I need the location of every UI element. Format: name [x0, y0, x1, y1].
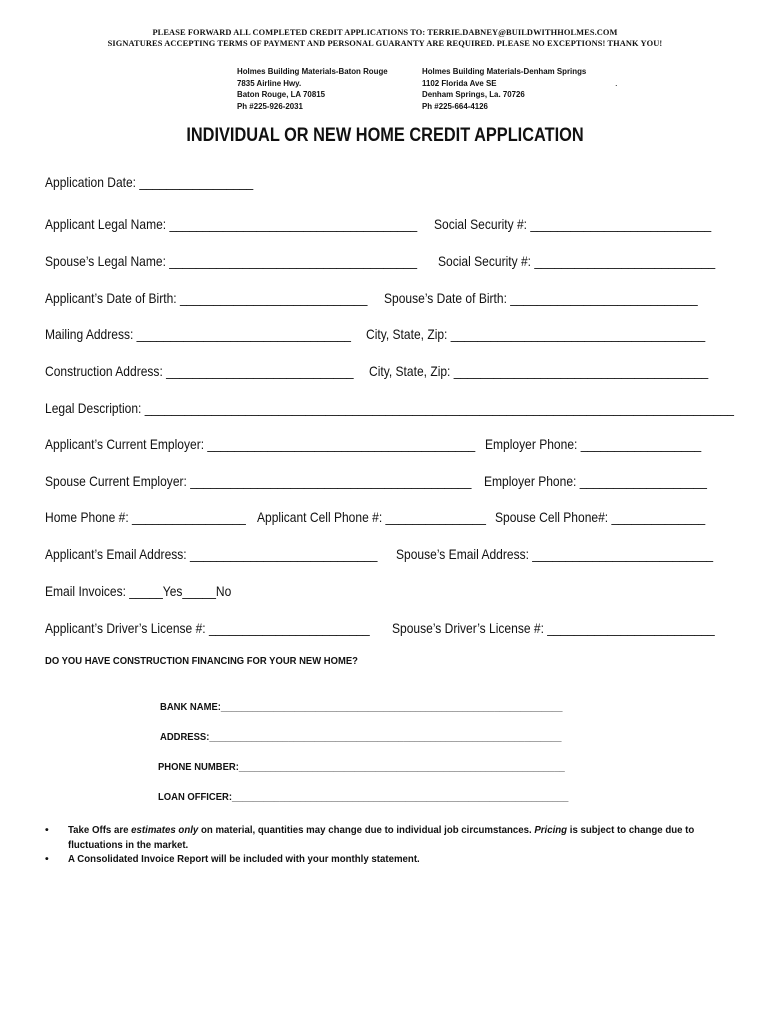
bullet-icon: •: [45, 824, 49, 836]
forward-instructions: PLEASE FORWARD ALL COMPLETED CREDIT APPLICATIONS TO: TERRIE.DABNEY@BUILDWITHHOLMES.COM: [152, 28, 618, 37]
application-date-field[interactable]: Application Date: _________________: [45, 174, 254, 190]
note-emphasis: estimates only: [131, 824, 199, 836]
applicant-drivers-license-field[interactable]: Applicant’s Driver’s License #: ________________________: [45, 620, 370, 636]
applicant-dob-field[interactable]: Applicant’s Date of Birth: ____________________________: [45, 290, 368, 306]
page-title-text: INDIVIDUAL OR NEW HOME CREDIT APPLICATION: [186, 125, 584, 146]
location-phone: Ph #225-664-4126: [422, 100, 488, 111]
bank-address-field[interactable]: ADDRESS:___________________________________________________________________: [160, 731, 562, 743]
spouse-dob-field[interactable]: Spouse’s Date of Birth: ____________________________: [384, 290, 698, 306]
applicant-employer-field[interactable]: Applicant’s Current Employer: ________________________________________: [45, 436, 476, 452]
spouse-cell-phone-field[interactable]: Spouse Cell Phone#: ______________: [495, 509, 706, 525]
mailing-address-field[interactable]: Mailing Address: ________________________________: [45, 326, 351, 342]
bank-phone-number-field[interactable]: PHONE NUMBER:______________________________________________________________: [158, 761, 565, 773]
spouse-ssn-field[interactable]: Social Security #: ___________________________: [438, 253, 716, 269]
applicant-employer-phone-field[interactable]: Employer Phone: __________________: [485, 436, 702, 452]
note-text-part: is subject to change due to fluctuations in the market.: [68, 824, 695, 851]
location-phone: Ph #225-926-2031: [237, 100, 303, 111]
location-denham-springs: [422, 66, 586, 112]
note-emphasis: Pricing: [534, 824, 568, 836]
loan-officer-field[interactable]: LOAN OFFICER:________________________________________________________________: [158, 791, 569, 803]
page-title: [0, 125, 770, 147]
location-name: Holmes Building Materials-Denham Springs: [422, 66, 587, 76]
mailing-city-state-zip-field[interactable]: City, State, Zip: ______________________________________: [366, 326, 706, 342]
location-street: 7835 Airline Hwy.: [237, 77, 302, 88]
applicant-ssn-field[interactable]: Social Security #: ___________________________: [434, 216, 712, 232]
location-city: Denham Springs, La. 70726: [422, 89, 525, 100]
note-take-offs: [45, 823, 725, 852]
spouse-email-field[interactable]: Spouse’s Email Address: ___________________________: [396, 546, 714, 562]
bank-name-field[interactable]: BANK NAME:_________________________________________________________________: [160, 701, 563, 713]
location-name: Holmes Building Materials-Baton Rouge: [237, 66, 388, 76]
note-invoice-report: [45, 852, 725, 867]
note-text: A Consolidated Invoice Report will be included with your monthly statement.: [68, 853, 420, 865]
note-text: [68, 823, 721, 852]
spouse-employer-field[interactable]: Spouse Current Employer: __________________________________________: [45, 473, 472, 489]
location-city: Baton Rouge, LA 70815: [237, 89, 326, 100]
applicant-cell-phone-field[interactable]: Applicant Cell Phone #: _______________: [257, 509, 486, 525]
note-text-part: on material, quantities may change due to individual job circumstances.: [198, 824, 535, 836]
applicant-legal-name-field[interactable]: Applicant Legal Name: _____________________________________: [45, 216, 418, 232]
notes-list: [45, 823, 725, 867]
stray-mark: .: [615, 78, 618, 88]
financing-question: DO YOU HAVE CONSTRUCTION FINANCING FOR YOUR NEW HOME?: [45, 655, 358, 667]
location-street: 1102 Florida Ave SE: [422, 77, 497, 88]
construction-city-state-zip-field[interactable]: City, State, Zip: ______________________________________: [369, 363, 709, 379]
email-invoices-field[interactable]: Email Invoices: _____Yes_____No: [45, 583, 232, 599]
note-text-part: Take Offs are: [68, 824, 132, 836]
bullet-icon: •: [45, 853, 49, 865]
home-phone-field[interactable]: Home Phone #: _________________: [45, 509, 246, 525]
applicant-email-field[interactable]: Applicant’s Email Address: ____________________________: [45, 546, 378, 562]
spouse-legal-name-field[interactable]: Spouse’s Legal Name: _____________________________________: [45, 253, 418, 269]
legal-description-field[interactable]: Legal Description: ________________________________________________________________________________________: [45, 400, 734, 416]
location-baton-rouge: [237, 66, 388, 112]
spouse-drivers-license-field[interactable]: Spouse’s Driver’s License #: _________________________: [392, 620, 715, 636]
spouse-employer-phone-field[interactable]: Employer Phone: ___________________: [484, 473, 707, 489]
construction-address-field[interactable]: Construction Address: ____________________________: [45, 363, 354, 379]
signature-notice: SIGNATURES ACCEPTING TERMS OF PAYMENT AND PERSONAL GUARANTY ARE REQUIRED. PLEASE NO EXCEPTIONS! THANK YOU!: [107, 39, 663, 48]
